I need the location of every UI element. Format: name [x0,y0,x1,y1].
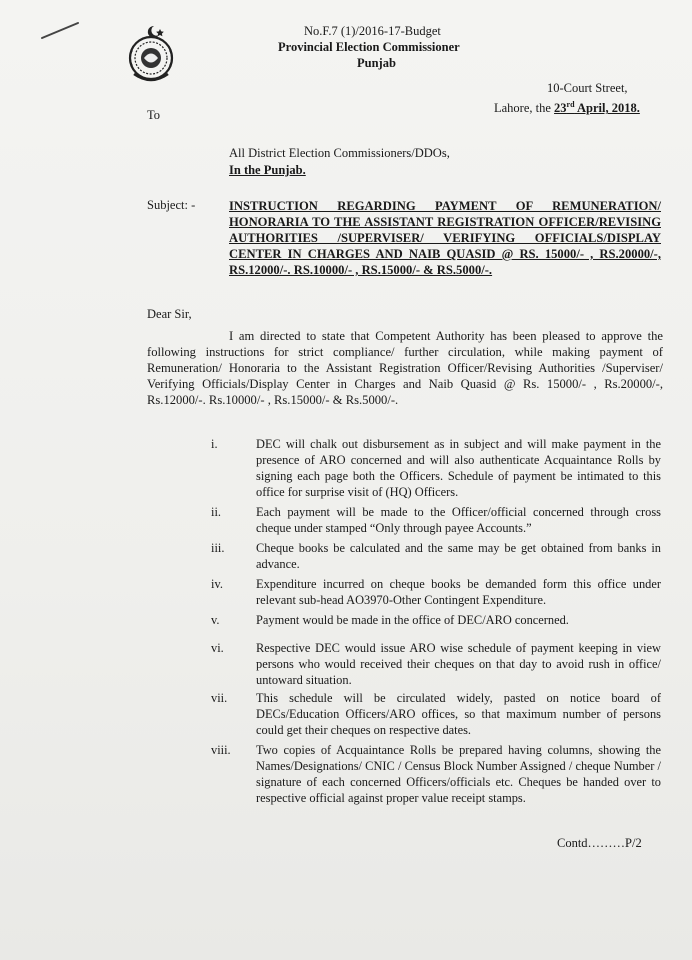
date-month-year: April, 2018. [574,101,640,116]
recipient-line-2: In the Punjab. [229,163,306,177]
item-number: viii. [211,743,231,757]
item-number: i. [211,437,218,451]
letter-date [494,97,640,116]
list-item [211,576,661,608]
item-number: ii. [211,505,221,519]
item-number: iii. [211,541,225,555]
subject-text: INSTRUCTION REGARDING PAYMENT OF REMUNERATION/ HONORARIA TO THE ASSISTANT REGISTRATION OFFICER/REVISING AUTHORITIES /SUPERVISER/ VERIFYING OFFICIALS/DISPLAY CENTER IN CHARGES AND NAIB QUASID @ RS. 15000/- , RS.20000/-, RS.12000/-. RS.10000/- , RS.15000/- & RS.5000/-. [229,199,661,277]
date-prefix: Lahore, the [494,101,555,116]
item-text: This schedule will be circulated widely, pasted on notice board of DECs/Education Officers/ARO offices, so that maximum number of persons could get their cheques on respective dates. [256,691,661,737]
address-line: 10-Court Street, [547,81,628,95]
instruction-list [211,436,661,806]
office-province: Punjab [357,56,396,70]
item-number: v. [211,613,220,627]
item-text: Cheque books be calculated and the same may be get obtained from banks in advance. [256,541,661,571]
item-text: Two copies of Acquaintance Rolls be prepared having columns, showing the Names/Designations/ CNIC / Census Block Number Assigned / cheque Number / signature of each concerned Officers/officials etc. Cheques be handed over to respective official against proper value receipt stamps. [256,743,661,805]
list-item [211,640,661,688]
list-item [211,540,661,572]
pen-mark-icon [40,20,80,40]
list-item [211,690,661,738]
office-name: Provincial Election Commissioner [278,40,460,54]
reference-number: No.F.7 (1)/2016-17-Budget [304,24,441,38]
list-item [211,504,661,536]
to-label: To [147,108,161,122]
recipient-line-1: All District Election Commissioners/DDOs, [229,146,450,160]
item-text: Expenditure incurred on cheque books be demanded form this office under relevant sub-head AO3970-Other Contingent Expenditure. [256,577,661,607]
item-text: DEC will chalk out disbursement as in subject and will make payment in the presence of ARO concerned and will also authenticate Acquaintance Rolls by signing each page both the Officers. Schedule of payment be intimated to this office for surprise visit of (HQ) Officers. [256,437,661,499]
salutation: Dear Sir, [147,307,192,321]
item-text: Payment would be made in the office of DEC/ARO concerned. [256,613,569,627]
list-item [211,436,661,500]
item-number: vi. [211,641,224,655]
date-day [554,101,640,115]
item-number: vii. [211,691,228,705]
item-text: Each payment will be made to the Officer/official concerned through cross cheque under stamped “Only through payee Accounts.” [256,505,661,535]
election-commission-emblem-icon [124,22,178,88]
continued-note: Contd………P/2 [557,836,642,850]
date-day-number: 23 [554,101,567,116]
item-number: iv. [211,577,223,591]
subject-label: Subject: - [147,198,196,212]
date-suffix: rd [566,100,575,109]
intro-paragraph: I am directed to state that Competent Authority has been pleased to approve the following instructions for strict compliance/ further circulation, while making payment of Remuneration/ Honoraria to the Assistant Registration Officer/Revising Authorities /Superviser/ Verifying Officials/Display Center in Charges and Naib Quasid @ Rs. 15000/- , Rs.20000/-, Rs.12000/-. Rs.10000/- , Rs.15000/- & Rs.5000/-. [147,329,663,407]
item-text: Respective DEC would issue ARO wise schedule of payment keeping in view persons who would received their cheques on that day to avoid rush in office/ untoward situation. [256,641,661,687]
list-item [211,742,661,806]
list-item [211,612,661,628]
